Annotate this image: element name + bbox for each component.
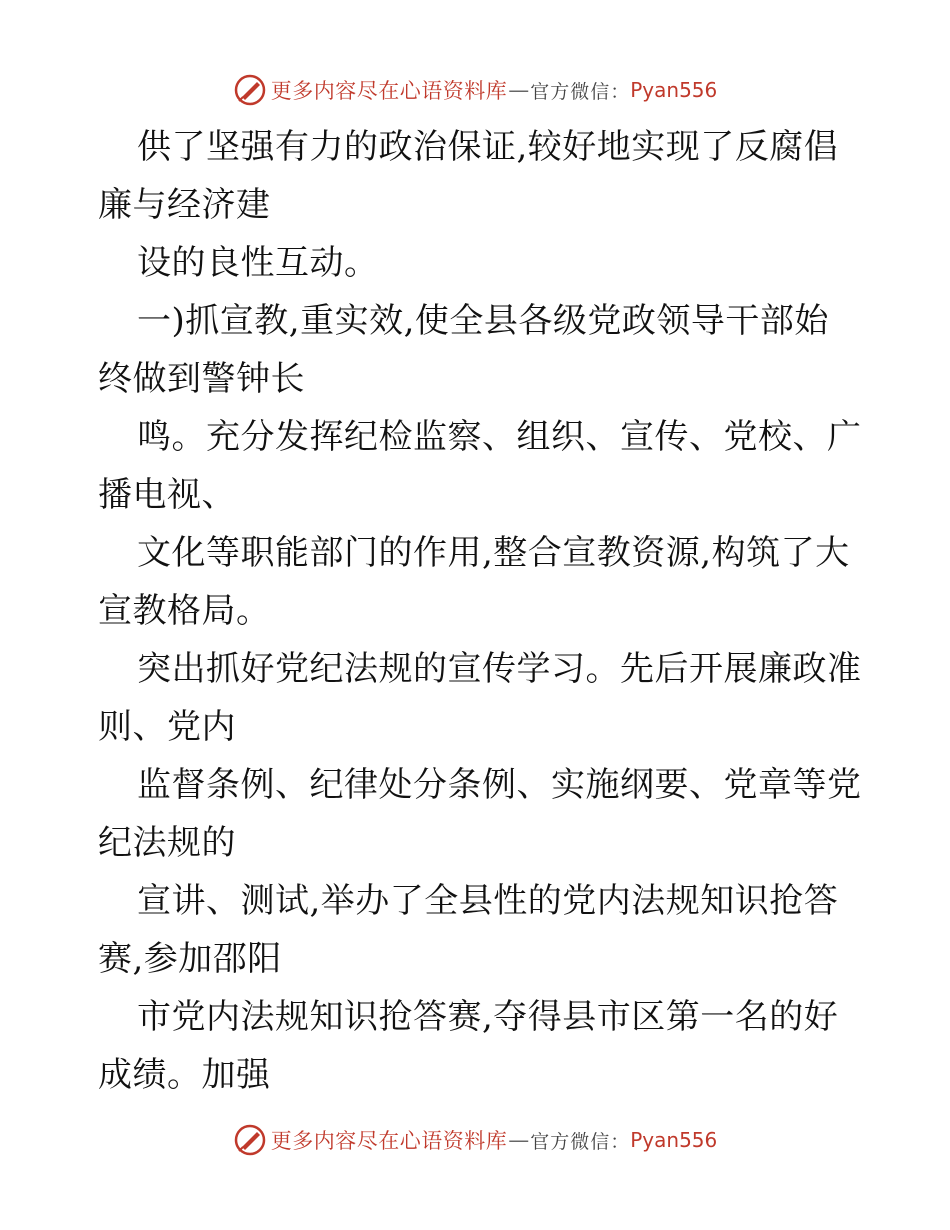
banner-dash: — bbox=[508, 78, 530, 102]
paragraph bbox=[0, 756, 950, 872]
paragraph-continuation: 赛,参加邵阳 bbox=[98, 939, 282, 979]
banner-wechat-id: Pyan556 bbox=[630, 1128, 718, 1152]
library-logo-icon bbox=[233, 1123, 267, 1157]
paragraph-first-line: 市党内法规知识抢答赛,夺得县市区第一名的好 bbox=[137, 997, 839, 1037]
paragraph bbox=[0, 524, 950, 640]
paragraph bbox=[0, 988, 950, 1104]
paragraph bbox=[0, 640, 950, 756]
paragraph-first-line: 突出抓好党纪法规的宣传学习。先后开展廉政准 bbox=[137, 649, 862, 689]
paragraph-continuation: 纪法规的 bbox=[98, 823, 236, 863]
paragraph-continuation: 廉与经济建 bbox=[98, 185, 271, 225]
banner-wechat-id: Pyan556 bbox=[630, 78, 718, 102]
paragraph bbox=[0, 292, 950, 408]
paragraph-first-line: 设的良性互动。 bbox=[137, 243, 379, 283]
paragraph-first-line: 文化等职能部门的作用,整合宣教资源,构筑了大 bbox=[137, 533, 850, 573]
banner-text: 更多内容尽在心语资料库 bbox=[270, 79, 508, 103]
footer-banner bbox=[0, 1120, 950, 1160]
banner-dash: — bbox=[508, 1128, 530, 1152]
paragraph-first-line: 鸣。充分发挥纪检监察、组织、宣传、党校、广 bbox=[137, 417, 862, 457]
paragraph-continuation: 宣教格局。 bbox=[98, 591, 271, 631]
library-logo-icon bbox=[233, 73, 267, 107]
banner-text: 更多内容尽在心语资料库 bbox=[270, 1129, 508, 1153]
banner-wechat-label: 官方微信： bbox=[530, 80, 631, 103]
paragraph-first-line: 宣讲、测试,举办了全县性的党内法规知识抢答 bbox=[137, 881, 839, 921]
paragraph bbox=[0, 408, 950, 524]
paragraph bbox=[0, 234, 950, 292]
paragraph-continuation: 则、党内 bbox=[98, 707, 236, 747]
paragraph-continuation: 成绩。加强 bbox=[98, 1055, 271, 1095]
paragraph-first-line: 一)抓宣教,重实效,使全县各级党政领导干部始 bbox=[137, 301, 829, 341]
header-banner bbox=[0, 70, 950, 110]
document-body bbox=[0, 118, 950, 1104]
paragraph-continuation: 终做到警钟长 bbox=[98, 359, 305, 399]
paragraph-first-line: 监督条例、纪律处分条例、实施纲要、党章等党 bbox=[137, 765, 862, 805]
paragraph-continuation: 播电视、 bbox=[98, 475, 236, 515]
paragraph bbox=[0, 872, 950, 988]
paragraph-first-line: 供了坚强有力的政治保证,较好地实现了反腐倡 bbox=[137, 127, 839, 167]
paragraph bbox=[0, 118, 950, 234]
banner-wechat-label: 官方微信： bbox=[530, 1130, 631, 1153]
